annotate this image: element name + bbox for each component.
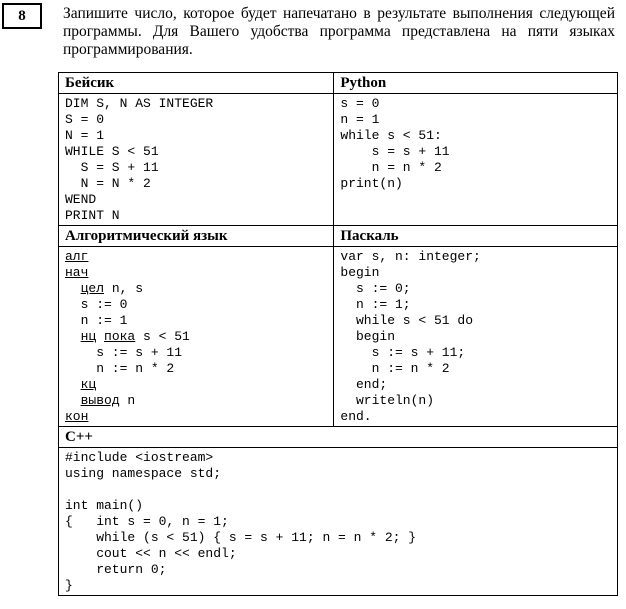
algo-code-cell bbox=[59, 247, 334, 427]
basic-code-cell bbox=[59, 94, 334, 226]
python-code-cell bbox=[334, 94, 618, 226]
algo-line-7: s := s + 11 bbox=[65, 345, 183, 360]
program-table bbox=[58, 72, 618, 596]
algo-code bbox=[65, 247, 327, 426]
algo-line-3: n, s bbox=[104, 281, 144, 296]
pascal-code-cell bbox=[334, 247, 618, 427]
algo-line-6: s < 51 bbox=[135, 329, 190, 344]
cpp-header: C++ bbox=[59, 427, 618, 448]
algo-kw-kc: кц bbox=[80, 377, 97, 392]
algo-line-5: n := 1 bbox=[65, 313, 128, 328]
basic-code: DIM S, N AS INTEGER S = 0 N = 1 WHILE S < 51 S = S + 11 N = N * 2 WEND PRINT N bbox=[65, 96, 214, 223]
python-header: Python bbox=[334, 73, 618, 94]
algo-kw-cel: цел bbox=[80, 281, 105, 296]
algo-kw-vyvod: вывод bbox=[80, 393, 120, 408]
basic-header: Бейсик bbox=[59, 73, 334, 94]
algo-line-4: s := 0 bbox=[65, 297, 128, 312]
algo-line-8: n := n * 2 bbox=[65, 361, 175, 376]
algo-kw-nach: нач bbox=[65, 265, 89, 280]
python-code: s = 0 n = 1 while s < 51: s = s + 11 n = n * 2 print(n) bbox=[340, 96, 450, 191]
algo-line-10: n bbox=[119, 393, 136, 408]
algo-kw-nc: нц bbox=[80, 329, 97, 344]
algo-header: Алгоритмический язык bbox=[59, 226, 334, 247]
algo-kw-poka: пока bbox=[104, 329, 136, 344]
pascal-code: var s, n: integer; begin s := 0; n := 1; while s < 51 do begin s := s + 11; n := n * 2 end; writeln(n) end. bbox=[340, 249, 481, 424]
algo-kw-kon: кон bbox=[65, 409, 89, 424]
cpp-code: #include <iostream> using namespace std; int main() { int s = 0, n = 1; while (s < 51) { s = s + 11; n = n * 2; } cout << n << endl; return 0; } bbox=[65, 450, 417, 593]
task-number: 8 bbox=[2, 3, 42, 29]
algo-kw-alg: алг bbox=[65, 249, 89, 264]
cpp-code-cell bbox=[59, 448, 618, 596]
task-text: Запишите число, которое будет напечатано в результате выполнения следующей программы. Для Вашего удобства программа представлена на пяти языках программирования. bbox=[63, 5, 615, 58]
pascal-header: Паскаль bbox=[334, 226, 618, 247]
